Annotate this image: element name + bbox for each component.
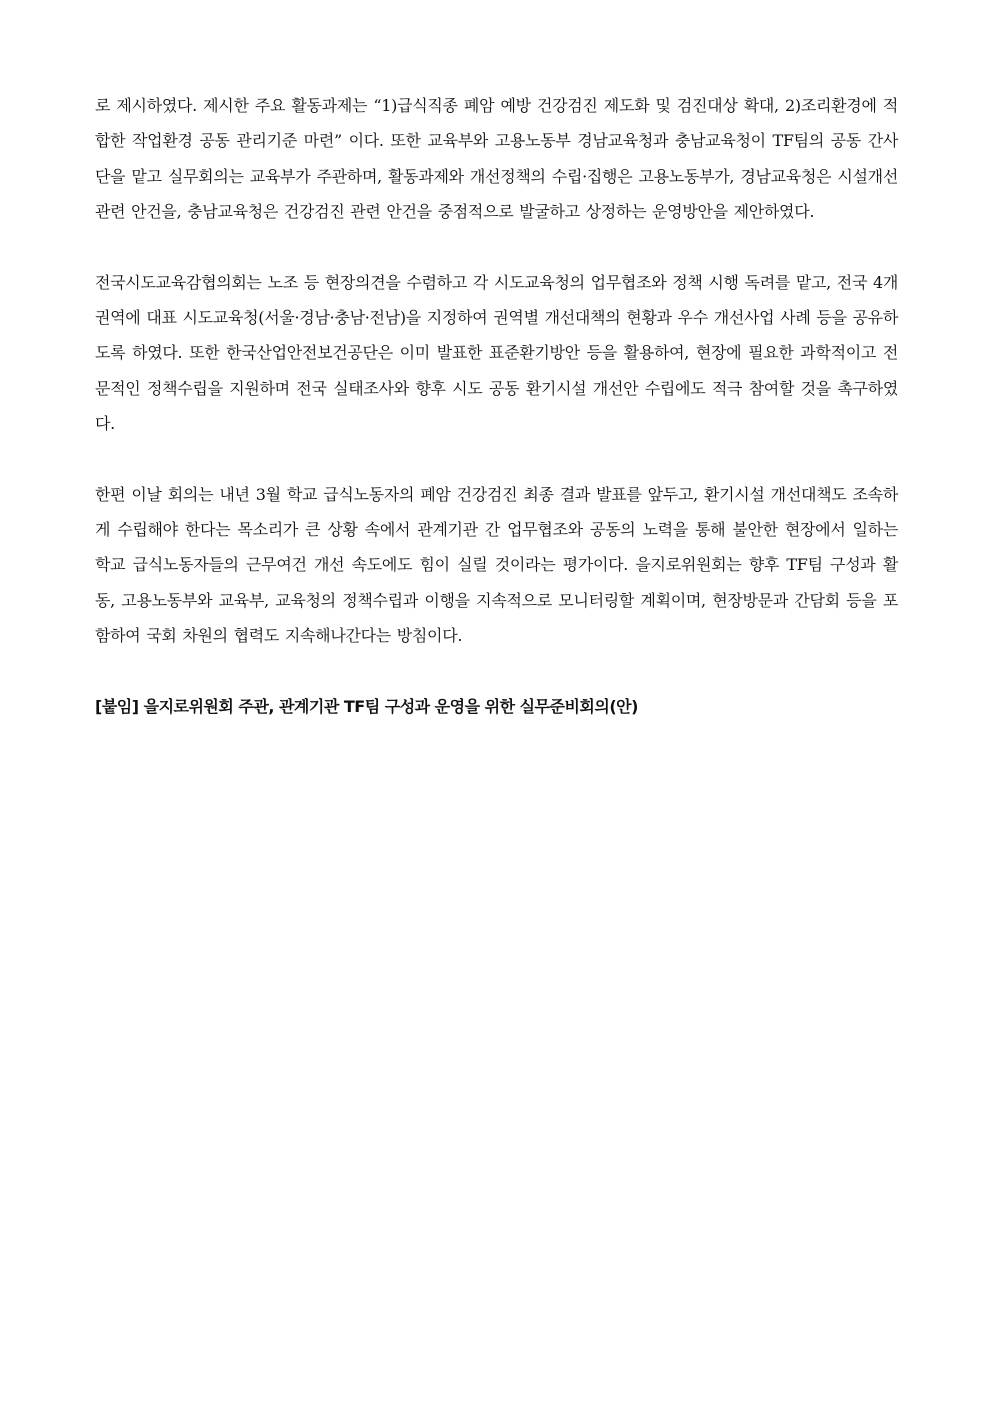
attachment-title: [붙임] 을지로위원회 주관, 관계기관 TF팀 구성과 운영을 위한 실무준비회의(안): [95, 696, 638, 716]
paragraph-activity-tasks: 로 제시하였다. 제시한 주요 활동과제는 “1)급식직종 폐암 예방 건강검진 제도화 및 검진대상 확대, 2)조리환경에 적합한 작업환경 공동 관리기준 마련” 이다. 또한 교육부와 고용노동부 경남교육청과 충남교육청이 TF팀의 공동 간사단을 맡고 실무회의는 교육부가 주관하며, 활동과제와 개선정책의 수립·집행은 고용노동부가, 경남교육청은 시설개선 관련 안건을, 충남교육청은 건강검진 관련 안건을 중점적으로 발굴하고 상정하는 운영방안을 제안하였다.: [95, 96, 898, 222]
paragraph-education-council: 전국시도교육감협의회는 노조 등 현장의견을 수렴하고 각 시도교육청의 업무협조와 정책 시행 독려를 맡고, 전국 4개 권역에 대표 시도교육청(서울·경남·충남·전남)을 지정하여 권역별 개선대책의 현황과 우수 개선사업 사례 등을 공유하도록 하였다. 또한 한국산업안전보건공단은 이미 발표한 표준환기방안 등을 활용하여, 현장에 필요한 과학적이고 전문적인 정책수립을 지원하며 전국 실태조사와 향후 시도 공동 환기시설 개선안 수립에도 적극 참여할 것을 촉구하였다.: [95, 272, 898, 434]
document-page: [95, 88, 898, 724]
paragraph-meeting-outlook: 한편 이날 회의는 내년 3월 학교 급식노동자의 폐암 건강검진 최종 결과 발표를 앞두고, 환기시설 개선대책도 조속하게 수립해야 한다는 목소리가 큰 상황 속에서 관계기관 간 업무협조와 공동의 노력을 통해 불안한 현장에서 일하는 학교 급식노동자들의 근무여건 개선 속도에도 힘이 실릴 것이라는 평가이다. 을지로위원회는 향후 TF팀 구성과 활동, 고용노동부와 교육부, 교육청의 정책수립과 이행을 지속적으로 모니터링할 계획이며, 현장방문과 간담회 등을 포함하여 국회 차원의 협력도 지속해나간다는 방침이다.: [95, 484, 898, 646]
